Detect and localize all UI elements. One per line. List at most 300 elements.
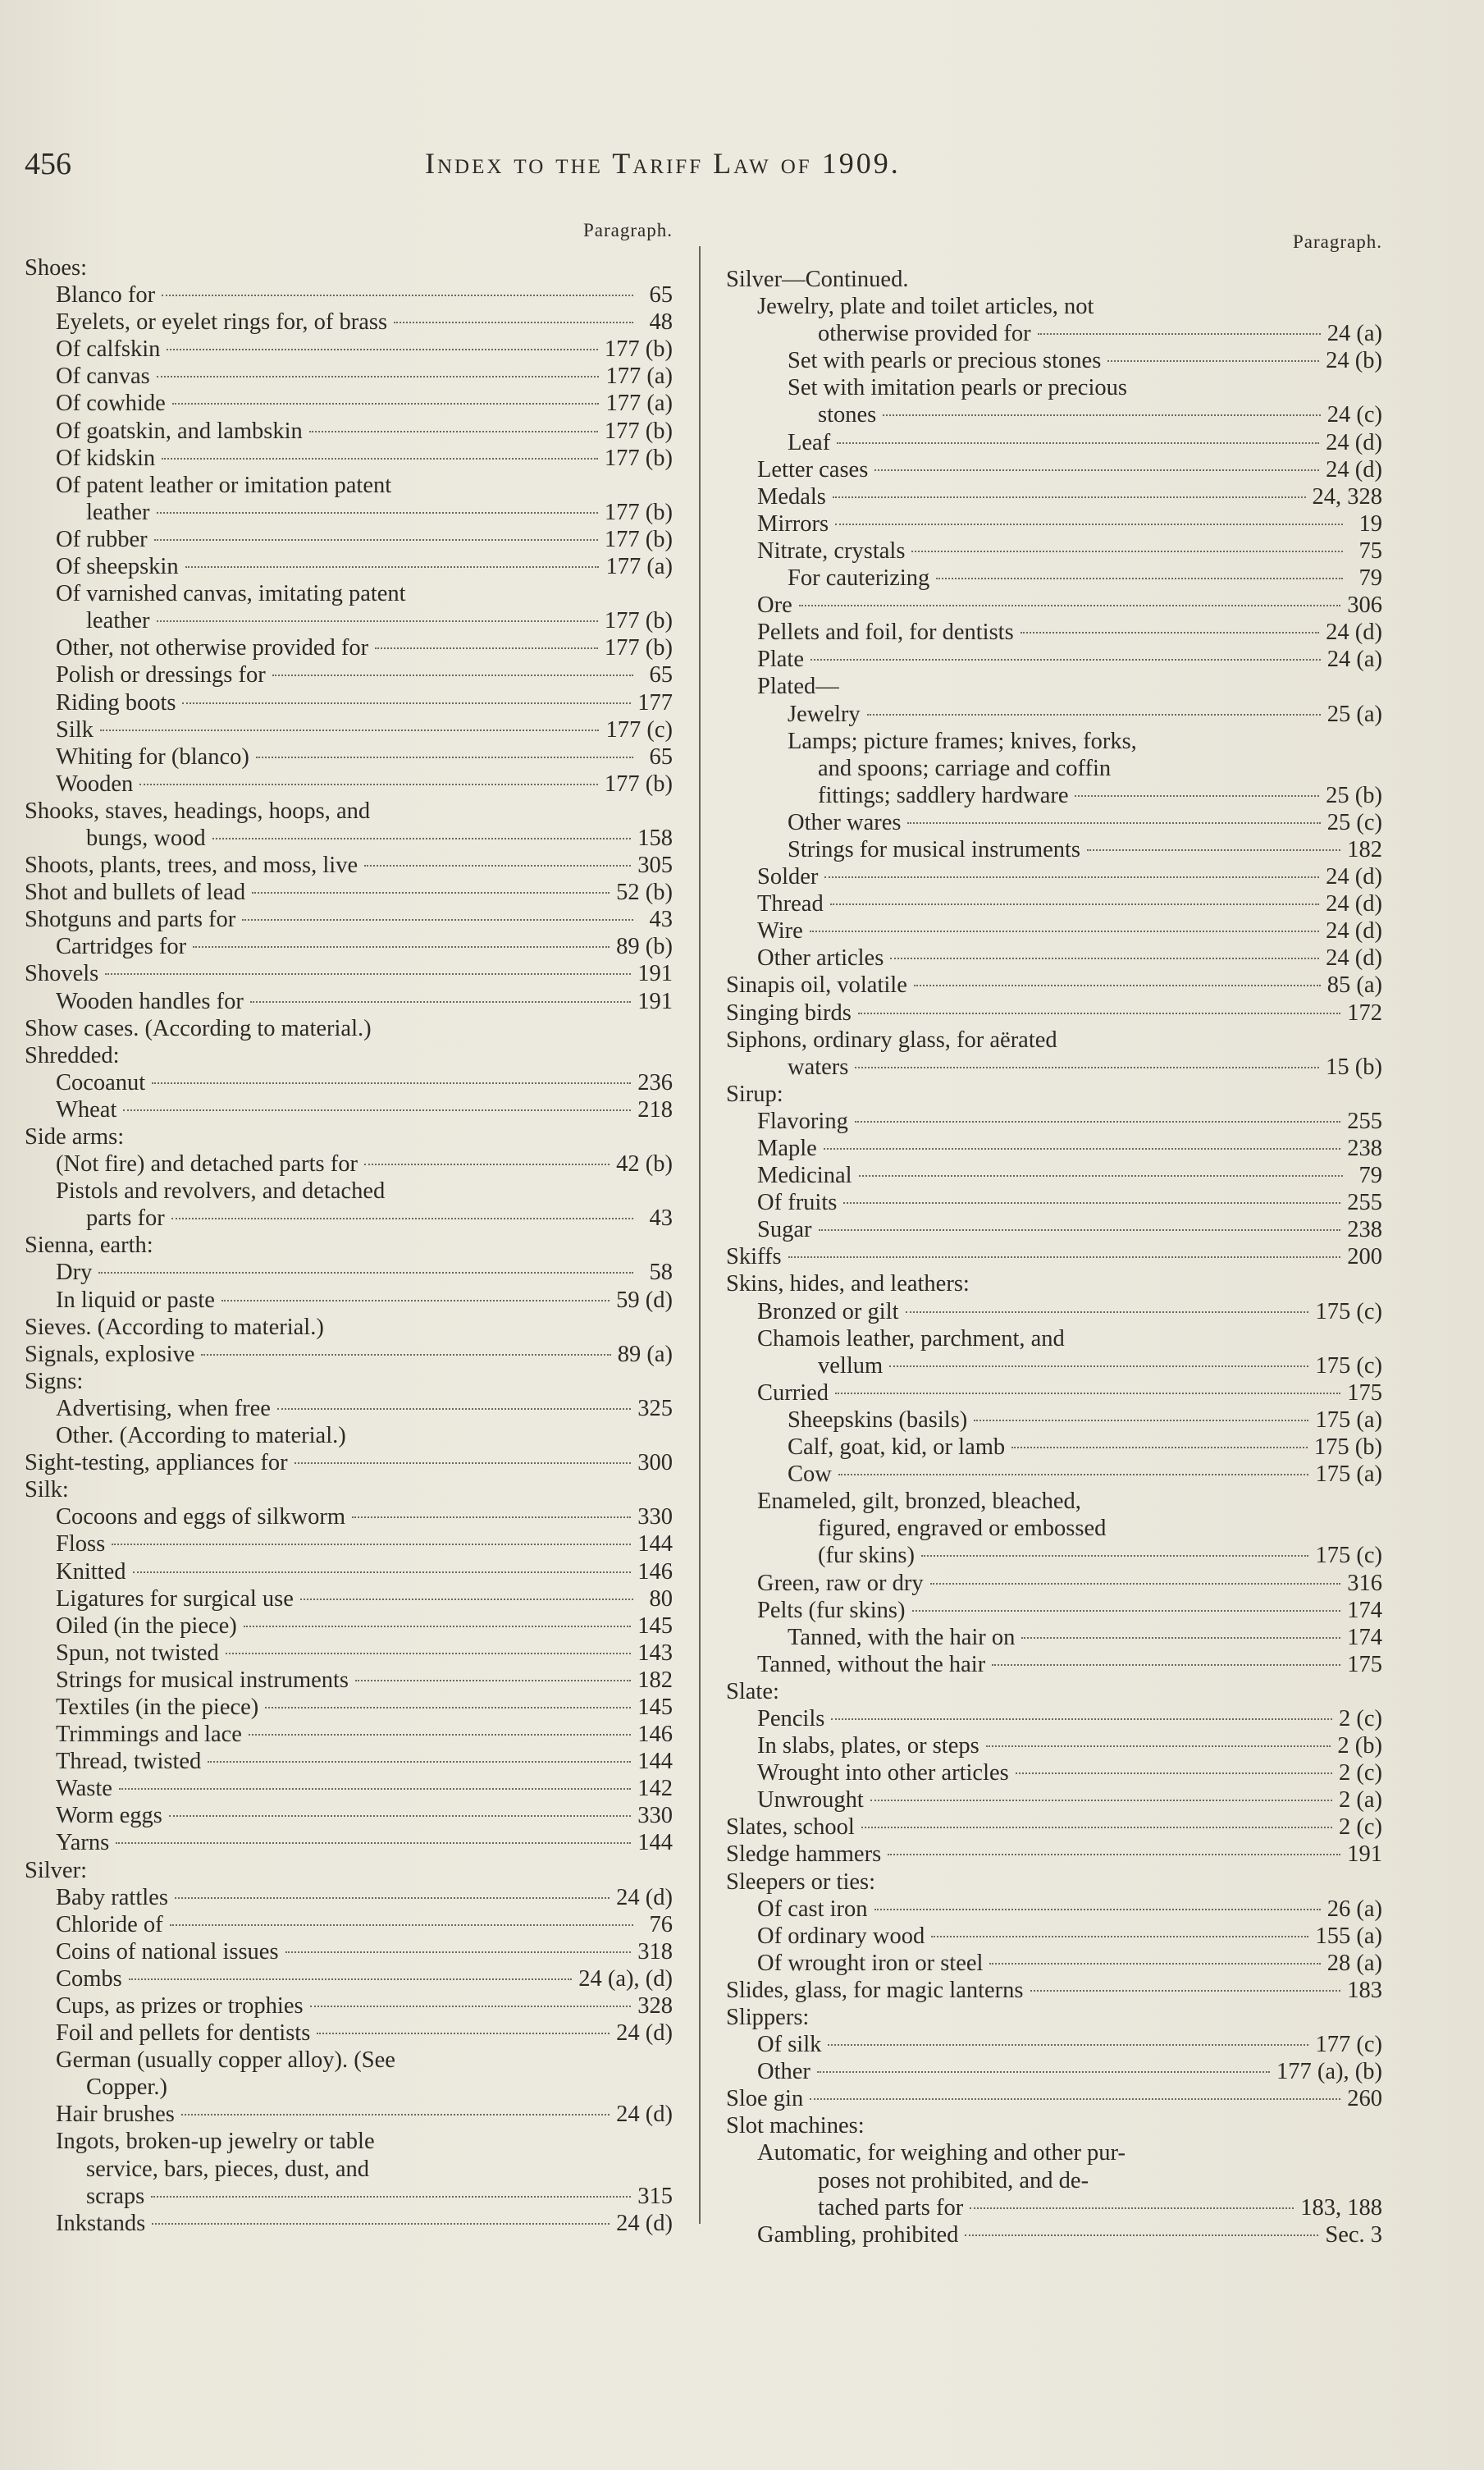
index-entry (25, 1232, 673, 1259)
index-entry (726, 510, 1382, 537)
index-entry (25, 1884, 673, 1911)
dot-leader (201, 1354, 610, 1356)
dot-leader (1016, 1772, 1332, 1774)
entry-label: Thread (757, 891, 824, 917)
paragraph-reference: 65 (649, 282, 673, 309)
paragraph-reference: 19 (1358, 510, 1382, 537)
dot-leader (858, 1013, 1340, 1014)
dot-leader (906, 1311, 1309, 1313)
dot-leader (1107, 360, 1319, 362)
dot-leader (364, 1164, 610, 1165)
index-entry (25, 336, 673, 363)
entry-label: fittings; saddlery hardware (818, 782, 1069, 808)
index-entry (726, 592, 1382, 619)
index-entry (25, 1069, 673, 1096)
entry-label: Enameled, gilt, bronzed, bleached, (757, 1489, 1081, 1515)
index-entry (726, 537, 1382, 565)
dot-leader (256, 757, 633, 758)
paragraph-reference: 328 (637, 1993, 673, 2019)
entry-label: Set with imitation pearls or precious (788, 375, 1127, 401)
index-entry (25, 960, 673, 987)
entry-label: Chloride of (56, 1911, 163, 1937)
entry-label: Maple (757, 1136, 817, 1161)
paragraph-reference: 177 (b) (604, 608, 673, 634)
entry-label: Sirup: (726, 1081, 783, 1107)
entry-label: Thread, twisted (56, 1749, 202, 1775)
entry-label: Sieves. (According to material.) (25, 1314, 324, 1340)
index-entry (25, 771, 673, 798)
paragraph-reference: 315 (637, 2183, 673, 2209)
index-entry (726, 1814, 1382, 1841)
entry-label: leather (86, 608, 150, 634)
entry-label: Pistols and revolvers, and detached (56, 1178, 386, 1205)
entry-label: Dry (56, 1260, 93, 1286)
entry-label: Medicinal (757, 1163, 852, 1189)
dot-leader (855, 1121, 1340, 1123)
entry-label: tached parts for (818, 2194, 964, 2221)
dot-leader (285, 1951, 632, 1953)
entry-label: Unwrought (757, 1787, 864, 1814)
paragraph-reference: 80 (649, 1585, 673, 1612)
index-entry (726, 1651, 1382, 1678)
index-entry (25, 1911, 673, 1938)
paragraph-reference: 65 (649, 743, 673, 770)
entry-label: Sleepers or ties: (726, 1869, 876, 1895)
dot-leader (838, 1474, 1309, 1475)
entry-label: Tanned, without the hair (757, 1651, 986, 1677)
paragraph-reference: 175 (a) (1315, 1461, 1382, 1488)
paragraph-reference: 24 (a) (1326, 321, 1382, 347)
paragraph-reference: 43 (649, 907, 673, 933)
paragraph-reference: 318 (637, 1938, 673, 1965)
paragraph-reference: 26 (a) (1326, 1896, 1382, 1922)
entry-label: Worm eggs (56, 1803, 162, 1829)
dot-leader (364, 865, 631, 867)
entry-label: Skiffs (726, 1244, 782, 1270)
entry-label: service, bars, pieces, dust, and (86, 2156, 370, 2182)
dot-leader (855, 1067, 1319, 1068)
paragraph-reference: 218 (637, 1096, 673, 1123)
index-entry (25, 1341, 673, 1368)
entry-label: Cartridges for (56, 934, 187, 960)
entry-label: Sugar (757, 1217, 812, 1243)
index-entry (726, 2194, 1382, 2221)
paragraph-reference: 177 (b) (604, 445, 673, 471)
entry-label: Gambling, prohibited (757, 2221, 959, 2248)
entry-label: Other articles (757, 945, 884, 972)
index-entry (726, 1705, 1382, 1732)
index-entry (25, 445, 673, 472)
dot-leader (154, 539, 598, 541)
entry-label: Other wares (788, 809, 902, 835)
index-entry (726, 1624, 1382, 1651)
paragraph-reference: 146 (637, 1722, 673, 1748)
paragraph-reference: 177 (c) (1315, 2032, 1382, 2058)
entry-label: Skins, hides, and leathers: (726, 1271, 970, 1297)
index-entry (25, 254, 673, 281)
entry-label: Automatic, for weighing and other pur- (757, 2140, 1126, 2166)
dot-leader (989, 1963, 1320, 1965)
entry-label: Of sheepskin (56, 554, 179, 580)
index-entry (726, 1216, 1382, 1243)
entry-label: Shredded: (25, 1042, 120, 1068)
index-entry (25, 1857, 673, 1884)
dot-leader (888, 1854, 1340, 1855)
index-entry (25, 1965, 673, 1992)
dot-leader (244, 1626, 631, 1627)
paragraph-reference: 175 (a) (1315, 1407, 1382, 1433)
dot-leader (874, 469, 1319, 471)
dot-leader (912, 1610, 1341, 1612)
dot-leader (859, 1175, 1343, 1177)
entry-label: Plated— (757, 674, 839, 700)
entry-label: Riding boots (56, 689, 176, 716)
dot-leader (212, 838, 632, 839)
paragraph-reference: 25 (a) (1326, 701, 1382, 727)
index-entry (726, 619, 1382, 646)
paragraph-reference: 306 (1347, 592, 1382, 619)
entry-label: Of patent leather or imitation patent (56, 472, 392, 498)
entry-label: Wooden (56, 771, 134, 797)
entry-label: Slate: (726, 1678, 779, 1704)
paragraph-reference: 177 (c) (605, 716, 673, 743)
index-entry (726, 1434, 1382, 1461)
dot-leader (167, 349, 597, 350)
index-entry (25, 1640, 673, 1667)
entry-label: Spun, not twisted (56, 1640, 219, 1666)
entry-label: Whiting for (blanco) (56, 743, 249, 770)
index-entry (726, 2058, 1382, 2085)
dot-leader (139, 784, 598, 785)
paragraph-reference: 24 (d) (616, 2020, 673, 2047)
paragraph-reference: 236 (637, 1069, 673, 1095)
dot-leader (819, 1229, 1341, 1231)
paragraph-reference: 2 (a) (1338, 1787, 1382, 1814)
paragraph-reference: 238 (1347, 1136, 1382, 1161)
dot-leader (889, 1365, 1308, 1367)
paragraph-reference: 24 (d) (616, 2102, 673, 2128)
paragraph-reference: 182 (1347, 836, 1382, 862)
entry-label: Wheat (56, 1096, 117, 1123)
paragraph-reference: 175 (c) (1315, 1298, 1382, 1324)
entry-label: Yarns (56, 1830, 110, 1856)
paragraph-reference: 89 (b) (616, 934, 673, 960)
entry-label: Curried (757, 1379, 829, 1406)
paragraph-reference: 25 (c) (1326, 809, 1382, 835)
index-entry (726, 429, 1382, 456)
index-entry (25, 2183, 673, 2210)
dot-leader (193, 946, 610, 948)
entry-label: otherwise provided for (818, 321, 1031, 347)
dot-leader (828, 2044, 1308, 2046)
paragraph-reference: 316 (1347, 1570, 1382, 1596)
entry-label: Silk (56, 716, 94, 743)
index-entry (726, 1570, 1382, 1597)
dot-leader (974, 1420, 1308, 1421)
index-entry (726, 1108, 1382, 1135)
index-entry (25, 1205, 673, 1232)
index-entry (25, 716, 673, 743)
dot-leader (265, 1707, 631, 1708)
dot-leader (152, 2223, 610, 2225)
index-entry (25, 1449, 673, 1476)
dot-leader (116, 1842, 631, 1844)
paragraph-reference: 325 (637, 1395, 673, 1421)
entry-label: Oiled (in the piece) (56, 1612, 237, 1639)
entry-label: Advertising, when free (56, 1395, 271, 1421)
paragraph-reference: 145 (637, 1612, 673, 1639)
entry-label: Singing birds (726, 999, 852, 1026)
paragraph-reference: 182 (637, 1667, 673, 1693)
paragraph-reference: 305 (637, 853, 673, 879)
paragraph-reference: 155 (a) (1315, 1923, 1382, 1949)
dot-leader (824, 876, 1319, 878)
index-entry (726, 2139, 1382, 2166)
paragraph-reference: 43 (649, 1205, 673, 1232)
entry-label: Knitted (56, 1558, 126, 1585)
index-entry (726, 1379, 1382, 1407)
entry-label: (Not fire) and detached parts for (56, 1151, 358, 1178)
index-entry (726, 1896, 1382, 1923)
entry-label: Nitrate, crystals (757, 537, 906, 564)
entry-label: Wooden handles for (56, 988, 244, 1014)
paragraph-reference: 24 (d) (1326, 918, 1382, 945)
entry-label: Of silk (757, 2032, 822, 2058)
paragraph-reference: 255 (1347, 1190, 1382, 1216)
paragraph-reference: 330 (637, 1504, 673, 1530)
paragraph-reference: 238 (1347, 1217, 1382, 1243)
paragraph-reference: 24 (d) (616, 1884, 673, 1910)
dot-leader (277, 1408, 631, 1410)
dot-leader (970, 2207, 1294, 2209)
dot-leader (835, 1393, 1340, 1394)
entry-label: Of rubber (56, 526, 148, 552)
entry-label: Silver—Continued. (726, 267, 909, 292)
paragraph-reference: 177 (b) (604, 336, 673, 363)
dot-leader (1030, 1990, 1341, 1992)
dot-leader (157, 620, 598, 622)
dot-leader (907, 822, 1320, 824)
entry-label: Mirrors (757, 510, 829, 537)
paragraph-reference: 59 (d) (616, 1287, 673, 1313)
index-entry (726, 809, 1382, 836)
dot-leader (151, 2196, 631, 2198)
paragraph-reference: 177 (a) (605, 364, 673, 390)
dot-leader (252, 892, 610, 894)
entry-label: Sheepskins (basils) (788, 1407, 968, 1433)
index-entry (726, 782, 1382, 809)
paragraph-reference: 52 (b) (616, 880, 673, 906)
index-entry (25, 553, 673, 580)
index-entry (25, 418, 673, 445)
entry-label: Trimmings and lace (56, 1722, 242, 1748)
index-entry (726, 1407, 1382, 1434)
entry-label: Other, not otherwise provided for (56, 635, 369, 661)
index-entry (726, 1027, 1382, 1054)
entry-label: Other (757, 2059, 810, 2085)
index-entry (25, 1775, 673, 1802)
paragraph-reference: 172 (1347, 999, 1382, 1026)
index-entry (25, 1395, 673, 1422)
dot-leader (394, 322, 633, 323)
entry-label: Cups, as prizes or trophies (56, 1993, 304, 2019)
paragraph-reference: 24 (d) (1326, 864, 1382, 890)
index-entry (726, 1841, 1382, 1868)
index-entry (726, 1786, 1382, 1814)
entry-label: Shotguns and parts for (25, 907, 236, 933)
index-entry (726, 1542, 1382, 1569)
index-entry (726, 320, 1382, 347)
entry-label: Wrought into other articles (757, 1760, 1009, 1786)
dot-leader (931, 1936, 1308, 1937)
dot-leader (930, 1583, 1341, 1585)
entry-label: Bronzed or gilt (757, 1298, 899, 1324)
index-entry (726, 2167, 1382, 2194)
entry-label: Ore (757, 592, 792, 619)
dot-leader (355, 1680, 631, 1681)
entry-label: stones (818, 402, 877, 428)
entry-label: Sinapis oil, volatile (726, 972, 907, 999)
entry-label: Hair brushes (56, 2102, 175, 2128)
entry-label: Shoes: (25, 255, 88, 281)
entry-label: Copper.) (86, 2074, 167, 2101)
entry-label: Calf, goat, kid, or lamb (788, 1434, 1006, 1461)
index-entry (25, 1287, 673, 1314)
paragraph-reference: 2 (c) (1338, 1814, 1382, 1841)
dot-leader (986, 1745, 1331, 1747)
paragraph-reference: 2 (c) (1338, 1760, 1382, 1786)
dot-leader (870, 1800, 1332, 1801)
index-entry (25, 1612, 673, 1640)
page-header (25, 146, 1419, 195)
index-entry (25, 580, 673, 607)
index-entry (25, 933, 673, 960)
paragraph-reference: 177 (637, 689, 673, 716)
paragraph-reference: 177 (b) (604, 499, 673, 525)
right-column (726, 231, 1382, 2248)
paragraph-reference: 58 (649, 1260, 673, 1286)
paragraph-reference: 144 (637, 1749, 673, 1775)
index-entry (726, 1352, 1382, 1379)
entry-label: Wire (757, 918, 803, 945)
dot-leader (911, 551, 1343, 552)
entry-label: Of cast iron (757, 1896, 868, 1922)
index-entry (726, 293, 1382, 320)
index-entry (25, 363, 673, 390)
dot-leader (375, 647, 598, 649)
paragraph-reference: 177 (b) (604, 418, 673, 444)
entry-label: Coins of national issues (56, 1938, 279, 1965)
paragraph-reference: 24 (d) (1326, 891, 1382, 917)
paragraph-reference: 177 (b) (604, 526, 673, 552)
index-entry (25, 1721, 673, 1748)
dot-leader (874, 1909, 1321, 1910)
entry-label: Set with pearls or precious stones (788, 348, 1102, 374)
dot-leader (890, 958, 1319, 959)
dot-leader (1038, 333, 1321, 335)
entry-label: Signals, explosive (25, 1341, 195, 1367)
paragraph-reference: 191 (1347, 1841, 1382, 1868)
dot-leader (936, 578, 1343, 579)
paragraph-reference: 191 (637, 961, 673, 987)
dot-leader (226, 1653, 632, 1654)
paragraph-reference: 300 (637, 1450, 673, 1476)
entry-label: Slippers: (726, 2005, 810, 2030)
index-entry (726, 1298, 1382, 1325)
entry-label: Green, raw or dry (757, 1570, 924, 1596)
index-entry (25, 472, 673, 499)
paragraph-reference: 24 (a) (1326, 647, 1382, 673)
paragraph-reference: 24 (b) (1326, 348, 1382, 374)
dot-leader (352, 1516, 631, 1518)
index-entry (726, 401, 1382, 428)
paragraph-reference: 144 (637, 1531, 673, 1557)
dot-leader (272, 675, 633, 676)
entry-label: Of kidskin (56, 445, 156, 471)
entry-label: Silver: (25, 1857, 87, 1883)
dot-leader (123, 1109, 631, 1111)
dot-leader (249, 1734, 631, 1736)
entry-label: Of canvas (56, 364, 150, 390)
index-entry (726, 1270, 1382, 1297)
entry-label: Sienna, earth: (25, 1233, 153, 1259)
entry-label: Other. (According to material.) (56, 1423, 346, 1449)
entry-label: Floss (56, 1531, 106, 1557)
paragraph-reference: 2 (c) (1338, 1705, 1382, 1731)
index-entry (25, 1314, 673, 1341)
index-entry (726, 972, 1382, 999)
index-entry (726, 1732, 1382, 1759)
entry-label: figured, engraved or embossed (818, 1516, 1107, 1542)
column-header-left: Paragraph. (583, 220, 673, 240)
index-entry (25, 852, 673, 879)
dot-leader (300, 1599, 633, 1600)
index-entry (25, 2210, 673, 2237)
paragraph-reference: 175 (1347, 1651, 1382, 1677)
entry-label: Waste (56, 1776, 112, 1802)
paragraph-reference: 177 (b) (604, 771, 673, 797)
entry-label: Cow (788, 1461, 832, 1488)
index-entry (726, 1923, 1382, 1950)
index-entry (25, 1096, 673, 1123)
paragraph-reference: 75 (1358, 537, 1382, 564)
index-entry (25, 879, 673, 906)
index-entry (726, 483, 1382, 510)
dot-leader (162, 295, 633, 296)
dot-leader (171, 1218, 633, 1219)
entry-label: Textiles (in the piece) (56, 1694, 259, 1720)
paragraph-reference: 191 (637, 988, 673, 1014)
dot-leader (242, 919, 633, 921)
index-entry (726, 2085, 1382, 2112)
paragraph-reference: 175 (1347, 1379, 1382, 1406)
dot-leader (100, 730, 600, 731)
entry-label: vellum (818, 1352, 884, 1379)
index-entry (25, 1938, 673, 1965)
entry-label: Strings for musical instruments (56, 1667, 349, 1693)
index-entry (25, 2128, 673, 2155)
entry-label: Ligatures for surgical use (56, 1585, 294, 1612)
paragraph-reference: 144 (637, 1830, 673, 1856)
paragraph-reference: 25 (b) (1326, 782, 1382, 808)
index-entry (25, 825, 673, 852)
index-entry (726, 1678, 1382, 1705)
dot-leader (833, 496, 1306, 498)
paragraph-reference: 24 (d) (1326, 456, 1382, 483)
dot-leader (317, 2033, 610, 2034)
index-entry (726, 1054, 1382, 1081)
entry-label: Of cowhide (56, 391, 166, 417)
